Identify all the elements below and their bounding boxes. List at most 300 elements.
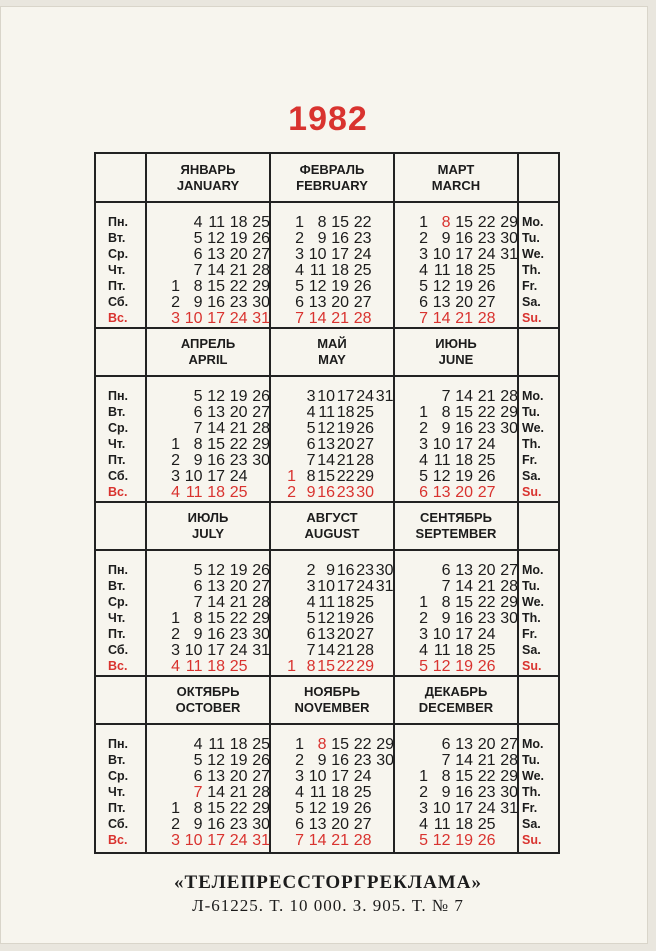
- day-number: 28: [252, 262, 270, 279]
- day-number: 21: [477, 388, 496, 405]
- day-number: 18: [455, 642, 473, 659]
- day-number: 1: [419, 594, 428, 611]
- day-number: 10: [184, 310, 203, 327]
- weekday-label-ru: Ср.: [108, 247, 129, 261]
- weekday-label-en: Tu.: [522, 231, 540, 245]
- day-number: 11: [433, 262, 451, 279]
- day-number: 13: [432, 484, 451, 501]
- month-name-en: FEBRUARY: [296, 178, 368, 193]
- weekday-label-ru: Сб.: [108, 817, 129, 831]
- day-number: 14: [432, 310, 451, 327]
- day-number: 12: [207, 752, 225, 769]
- weekday-label-en: Mo.: [522, 215, 544, 229]
- day-number: 27: [252, 246, 270, 263]
- day-number: 29: [500, 594, 518, 611]
- day-number: 15: [331, 214, 349, 231]
- day-number: 27: [252, 404, 270, 421]
- day-number: 9: [441, 420, 451, 437]
- day-number: 7: [441, 388, 451, 405]
- day-number: 10: [308, 768, 327, 785]
- weekday-label-en: Tu.: [522, 579, 540, 593]
- day-number: 15: [207, 610, 225, 627]
- month-name-ru: ДЕКАБРЬ: [424, 684, 488, 699]
- day-number: 22: [229, 610, 248, 627]
- year-title: 1982: [288, 100, 368, 138]
- day-number: 26: [252, 752, 270, 769]
- day-number: 23: [229, 294, 248, 311]
- day-number: 19: [229, 388, 248, 405]
- month-name-en: JULY: [191, 526, 225, 541]
- day-number: 2: [419, 784, 428, 801]
- weekday-label-en: Mo.: [522, 563, 544, 577]
- day-number: 1: [171, 800, 180, 817]
- month-header: [273, 510, 391, 542]
- day-number: 10: [184, 642, 203, 659]
- day-number: 10: [432, 246, 451, 263]
- day-number: 7: [306, 642, 316, 659]
- day-number: 8: [306, 658, 316, 675]
- day-number: 11: [433, 642, 451, 659]
- day-number: 9: [441, 610, 451, 627]
- month-name-en: OCTOBER: [175, 700, 241, 715]
- day-number: 18: [229, 214, 248, 231]
- day-number: 8: [306, 468, 316, 485]
- weekday-label-ru: Сб.: [108, 643, 129, 657]
- month-name-ru: ИЮЛЬ: [187, 510, 229, 525]
- day-number: 20: [336, 436, 355, 453]
- day-number: 1: [171, 610, 180, 627]
- day-number: 25: [477, 452, 496, 469]
- day-number: 11: [185, 484, 203, 501]
- weekday-label-en: Fr.: [522, 279, 538, 293]
- month-header: [273, 336, 391, 368]
- day-number: 24: [229, 832, 248, 849]
- day-number: 22: [229, 436, 248, 453]
- weekday-label-ru: Чт.: [108, 263, 126, 277]
- weekday-label-en: We.: [522, 421, 544, 435]
- day-number: 16: [207, 626, 225, 643]
- day-number: 11: [309, 784, 327, 801]
- weekday-label-ru: Чт.: [108, 785, 126, 799]
- day-number: 21: [229, 784, 248, 801]
- day-number: 19: [455, 832, 473, 849]
- day-number: 21: [455, 310, 473, 327]
- day-number: 15: [455, 768, 473, 785]
- day-number: 7: [441, 752, 451, 769]
- day-number: 9: [193, 294, 203, 311]
- day-number: 8: [317, 736, 327, 753]
- day-number: 19: [331, 800, 349, 817]
- day-number: 10: [432, 436, 451, 453]
- day-number: 29: [500, 768, 518, 785]
- weekday-label-ru: Пт.: [108, 627, 126, 641]
- month-name-ru: МАЙ: [317, 336, 347, 351]
- day-number: 8: [193, 436, 203, 453]
- month-header: [149, 336, 267, 368]
- day-number: 4: [419, 816, 428, 833]
- month-header: [273, 162, 391, 194]
- day-number: 3: [419, 800, 428, 817]
- day-number: 19: [336, 420, 355, 437]
- day-number: 12: [432, 468, 451, 485]
- header-divider: [96, 375, 558, 377]
- day-number: 24: [477, 246, 496, 263]
- header-divider: [96, 723, 558, 725]
- day-number: 23: [356, 562, 374, 579]
- weekday-label-en: We.: [522, 595, 544, 609]
- month-name-en: MAY: [318, 352, 346, 367]
- day-number: 16: [336, 562, 355, 579]
- day-number: 23: [477, 420, 496, 437]
- month-name-ru: АПРЕЛЬ: [180, 336, 236, 351]
- day-number: 21: [477, 752, 496, 769]
- day-number: 23: [229, 626, 248, 643]
- day-number: 6: [193, 578, 203, 595]
- day-number: 22: [336, 468, 355, 485]
- day-number: 12: [432, 832, 451, 849]
- day-number: 12: [207, 562, 225, 579]
- day-number: 29: [356, 468, 374, 485]
- day-number: 29: [500, 404, 518, 421]
- day-number: 2: [171, 294, 180, 311]
- day-number: 5: [193, 752, 203, 769]
- day-number: 28: [353, 832, 372, 849]
- day-number: 5: [193, 388, 203, 405]
- day-number: 7: [306, 452, 316, 469]
- weekday-label-ru: Пн.: [108, 737, 129, 751]
- day-number: 21: [229, 420, 248, 437]
- weekday-label-en: Su.: [522, 311, 542, 325]
- day-number: 3: [295, 246, 304, 263]
- day-number: 12: [317, 610, 335, 627]
- day-number: 13: [207, 404, 225, 421]
- day-number: 3: [419, 436, 428, 453]
- day-number: 18: [331, 784, 349, 801]
- day-number: 1: [419, 404, 428, 421]
- day-number: 24: [353, 246, 372, 263]
- day-number: 26: [477, 468, 496, 485]
- weekday-label-en: Th.: [522, 263, 541, 277]
- day-number: 6: [295, 816, 304, 833]
- weekday-label-ru: Ср.: [108, 595, 129, 609]
- day-number: 26: [353, 800, 372, 817]
- day-number: 1: [295, 736, 304, 753]
- day-number: 4: [193, 214, 203, 231]
- day-number: 7: [295, 310, 304, 327]
- day-number: 24: [477, 626, 496, 643]
- weekday-label-ru: Сб.: [108, 295, 129, 309]
- day-number: 27: [353, 816, 372, 833]
- day-number: 18: [455, 262, 473, 279]
- day-number: 19: [229, 752, 248, 769]
- day-number: 5: [419, 658, 428, 675]
- day-number: 6: [419, 484, 428, 501]
- day-number: 2: [287, 484, 296, 501]
- day-number: 15: [317, 468, 335, 485]
- day-number: 14: [207, 262, 225, 279]
- month-name-en: AUGUST: [304, 526, 360, 541]
- day-number: 25: [229, 484, 248, 501]
- month-name-ru: ФЕВРАЛЬ: [299, 162, 365, 177]
- day-number: 14: [207, 784, 225, 801]
- month-name-en: JANUARY: [176, 178, 240, 193]
- weekday-label-ru: Пн.: [108, 215, 129, 229]
- weekday-label-en: Sa.: [522, 643, 541, 657]
- day-number: 5: [419, 278, 428, 295]
- day-number: 6: [193, 246, 203, 263]
- day-number: 15: [455, 214, 473, 231]
- day-number: 10: [317, 388, 335, 405]
- day-number: 23: [477, 784, 496, 801]
- calendar-grid: [94, 152, 560, 854]
- day-number: 8: [193, 610, 203, 627]
- day-number: 29: [356, 658, 374, 675]
- day-number: 7: [419, 310, 428, 327]
- day-number: 2: [171, 626, 180, 643]
- day-number: 28: [500, 578, 518, 595]
- weekday-label-ru: Чт.: [108, 437, 126, 451]
- day-number: 8: [317, 214, 327, 231]
- day-number: 16: [207, 452, 225, 469]
- day-number: 30: [252, 626, 270, 643]
- day-number: 12: [308, 278, 327, 295]
- day-number: 2: [306, 562, 316, 579]
- day-number: 7: [295, 832, 304, 849]
- day-number: 5: [193, 230, 203, 247]
- day-number: 21: [336, 452, 355, 469]
- day-number: 31: [375, 578, 394, 595]
- day-number: 24: [353, 768, 372, 785]
- day-number: 28: [252, 784, 270, 801]
- day-number: 18: [207, 658, 225, 675]
- day-number: 5: [419, 832, 428, 849]
- day-number: 18: [455, 452, 473, 469]
- day-number: 24: [477, 800, 496, 817]
- day-number: 26: [477, 278, 496, 295]
- day-number: 27: [353, 294, 372, 311]
- weekday-label-ru: Сб.: [108, 469, 129, 483]
- month-name-ru: СЕНТЯБРЬ: [420, 510, 492, 525]
- day-number: 31: [500, 246, 518, 263]
- day-number: 19: [455, 278, 473, 295]
- day-number: 23: [353, 752, 372, 769]
- day-number: 10: [184, 832, 203, 849]
- day-number: 13: [455, 562, 473, 579]
- day-number: 26: [356, 610, 374, 627]
- weekday-label-en: Sa.: [522, 295, 541, 309]
- day-number: 29: [376, 736, 394, 753]
- day-number: 24: [356, 388, 374, 405]
- day-number: 21: [477, 578, 496, 595]
- day-number: 1: [287, 468, 296, 485]
- day-number: 17: [455, 246, 473, 263]
- weekday-label-en: Mo.: [522, 389, 544, 403]
- day-number: 28: [356, 642, 374, 659]
- weekday-label-en: Sa.: [522, 469, 541, 483]
- day-number: 5: [295, 800, 304, 817]
- month-name-ru: АВГУСТ: [306, 510, 358, 525]
- day-number: 27: [356, 626, 374, 643]
- day-number: 26: [356, 420, 374, 437]
- day-number: 11: [318, 594, 335, 611]
- day-number: 1: [295, 214, 304, 231]
- day-number: 19: [455, 468, 473, 485]
- weekday-label-ru: Вт.: [108, 579, 126, 593]
- day-number: 23: [336, 484, 355, 501]
- month-header: [149, 684, 267, 716]
- day-number: 25: [229, 658, 248, 675]
- day-number: 24: [229, 642, 248, 659]
- day-number: 20: [331, 816, 349, 833]
- day-number: 5: [193, 562, 203, 579]
- day-number: 18: [336, 594, 355, 611]
- day-number: 8: [441, 768, 451, 785]
- weekday-label-ru: Пн.: [108, 389, 129, 403]
- day-number: 3: [171, 642, 180, 659]
- day-number: 31: [252, 310, 270, 327]
- day-number: 21: [331, 310, 349, 327]
- day-number: 22: [477, 768, 496, 785]
- weekday-label-en: Fr.: [522, 453, 538, 467]
- day-number: 3: [171, 468, 180, 485]
- day-number: 15: [331, 736, 349, 753]
- weekday-label-ru: Пт.: [108, 453, 126, 467]
- day-number: 17: [207, 468, 225, 485]
- day-number: 5: [306, 420, 316, 437]
- day-number: 21: [229, 594, 248, 611]
- day-number: 25: [477, 816, 496, 833]
- day-number: 30: [500, 784, 518, 801]
- weekday-label-ru: Вс.: [108, 833, 128, 847]
- day-number: 20: [229, 768, 248, 785]
- day-number: 14: [207, 594, 225, 611]
- day-number: 31: [375, 388, 394, 405]
- day-number: 27: [477, 484, 496, 501]
- day-number: 8: [441, 214, 451, 231]
- day-number: 25: [252, 736, 270, 753]
- day-number: 30: [252, 816, 270, 833]
- day-number: 23: [229, 452, 248, 469]
- day-number: 16: [317, 484, 335, 501]
- day-number: 9: [326, 562, 335, 579]
- day-number: 14: [455, 388, 473, 405]
- day-number: 17: [207, 310, 225, 327]
- month-header: [397, 684, 515, 716]
- weekday-label-en: Th.: [522, 437, 541, 451]
- month-name-ru: ОКТЯБРЬ: [176, 684, 240, 699]
- day-number: 4: [295, 784, 304, 801]
- day-number: 16: [455, 610, 473, 627]
- day-number: 2: [419, 420, 428, 437]
- day-number: 7: [441, 578, 451, 595]
- day-number: 28: [252, 420, 270, 437]
- day-number: 9: [317, 752, 327, 769]
- month-header: [397, 336, 515, 368]
- month-name-ru: НОЯБРЬ: [303, 684, 361, 699]
- day-number: 20: [477, 736, 496, 753]
- month-header: [397, 510, 515, 542]
- weekday-label-ru: Вс.: [108, 311, 128, 325]
- day-number: 4: [419, 642, 428, 659]
- weekday-label-ru: Пт.: [108, 279, 126, 293]
- day-number: 1: [419, 214, 428, 231]
- day-number: 28: [477, 310, 496, 327]
- month-name-en: JUNE: [438, 352, 474, 367]
- day-number: 6: [295, 294, 304, 311]
- day-number: 17: [455, 626, 473, 643]
- day-number: 31: [252, 832, 270, 849]
- day-number: 11: [185, 658, 203, 675]
- day-number: 30: [500, 230, 518, 247]
- day-number: 26: [477, 832, 496, 849]
- day-number: 18: [331, 262, 349, 279]
- weekday-label-en: We.: [522, 769, 544, 783]
- day-number: 20: [229, 404, 248, 421]
- day-number: 2: [171, 452, 180, 469]
- day-number: 15: [207, 278, 225, 295]
- day-number: 8: [193, 278, 203, 295]
- day-number: 17: [336, 388, 355, 405]
- day-number: 3: [419, 626, 428, 643]
- month-name-ru: МАРТ: [437, 162, 475, 177]
- day-number: 25: [353, 784, 372, 801]
- day-number: 22: [477, 404, 496, 421]
- day-number: 29: [252, 278, 270, 295]
- day-number: 30: [500, 420, 518, 437]
- day-number: 1: [171, 278, 180, 295]
- day-number: 17: [455, 800, 473, 817]
- weekday-label-en: Fr.: [522, 801, 538, 815]
- day-number: 7: [193, 784, 203, 801]
- weekday-label-en: Tu.: [522, 753, 540, 767]
- day-number: 15: [207, 436, 225, 453]
- day-number: 26: [252, 230, 270, 247]
- month-name-en: SEPTEMBER: [415, 526, 497, 541]
- day-number: 24: [229, 310, 248, 327]
- day-number: 22: [229, 800, 248, 817]
- weekday-label-en: Mo.: [522, 737, 544, 751]
- day-number: 30: [356, 484, 374, 501]
- day-number: 15: [207, 800, 225, 817]
- day-number: 27: [500, 562, 518, 579]
- weekday-label-ru: Вс.: [108, 485, 128, 499]
- day-number: 12: [432, 658, 451, 675]
- day-number: 15: [317, 658, 335, 675]
- day-number: 19: [336, 610, 355, 627]
- day-number: 23: [229, 816, 248, 833]
- weekday-label-en: Th.: [522, 785, 541, 799]
- day-number: 28: [500, 388, 518, 405]
- day-number: 4: [419, 452, 428, 469]
- weekday-label-en: Su.: [522, 659, 542, 673]
- day-number: 21: [229, 262, 248, 279]
- day-number: 6: [441, 562, 451, 579]
- day-number: 13: [207, 578, 225, 595]
- day-number: 22: [336, 658, 355, 675]
- day-number: 11: [433, 452, 451, 469]
- day-number: 10: [308, 246, 327, 263]
- day-number: 19: [229, 562, 248, 579]
- day-number: 19: [229, 230, 248, 247]
- day-number: 21: [331, 832, 349, 849]
- day-number: 14: [455, 578, 473, 595]
- day-number: 9: [317, 230, 327, 247]
- day-number: 24: [356, 578, 374, 595]
- day-number: 22: [477, 214, 496, 231]
- day-number: 3: [306, 578, 316, 595]
- day-number: 22: [477, 594, 496, 611]
- day-number: 8: [441, 594, 451, 611]
